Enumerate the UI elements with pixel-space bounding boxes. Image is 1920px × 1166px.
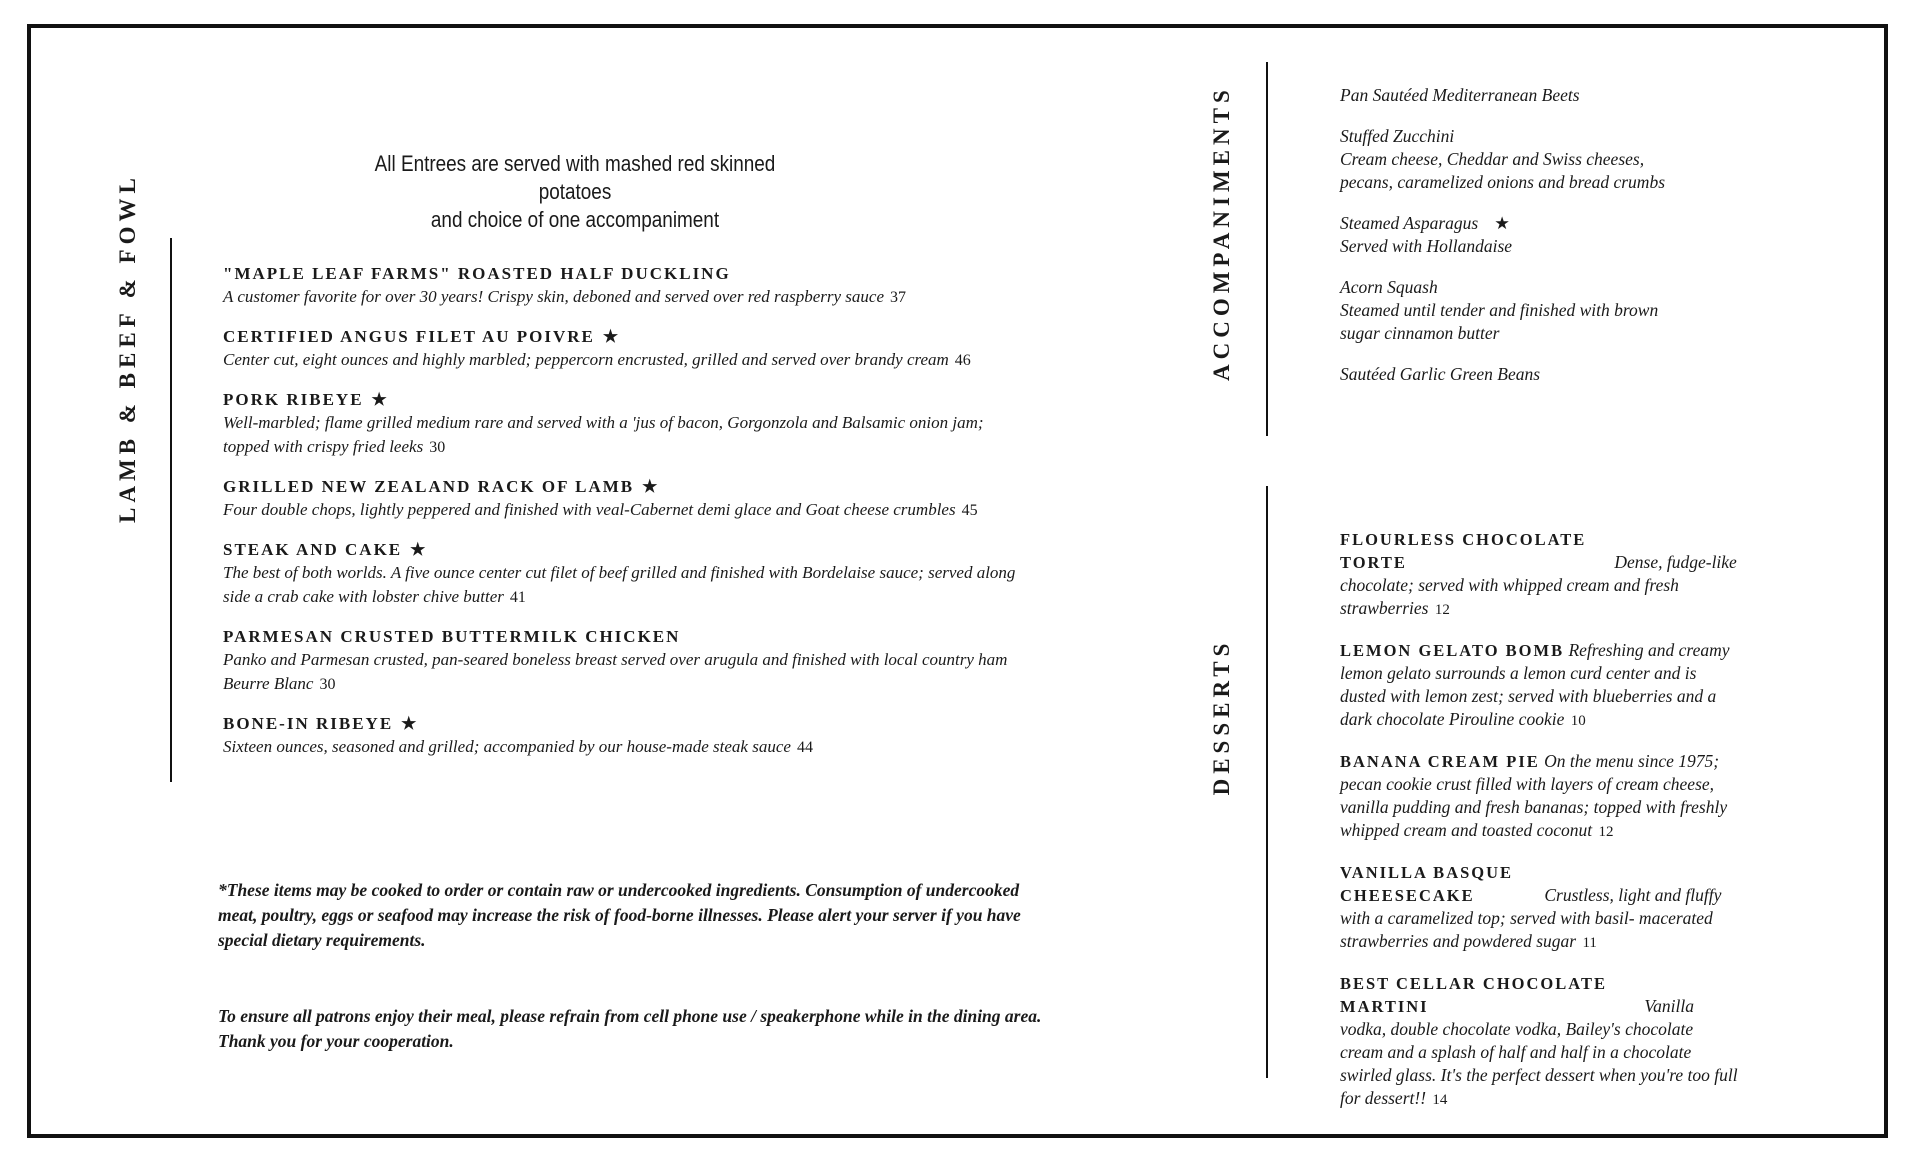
entree-price: 30 [429,439,446,456]
entree-item [223,626,1023,697]
section-label-desserts: DESSERTS [1209,638,1234,796]
section-divider-desserts [1266,486,1268,1078]
accompaniment-name: Pan Sautéed Mediterranean Beets [1340,85,1580,105]
accompaniment-name-row [1340,212,1720,235]
dessert-name: VANILLA BASQUE CHEESECAKE [1340,863,1514,905]
section-divider-entrees [170,238,172,782]
entree-description: Four double chops, lightly peppered and finished with veal-Cabernet demi glace and Goat cheese crumbles [223,500,956,519]
dessert-name: FLOURLESS CHOCOLATE TORTE [1340,530,1587,572]
entree-description: Center cut, eight ounces and highly marbled; peppercorn encrusted, grilled and served over brandy cream [223,350,949,369]
accompaniment-item [1340,84,1720,107]
accompaniment-name: Sautéed Garlic Green Beans [1340,364,1541,384]
entree-price: 45 [961,502,978,519]
dessert-item [1340,750,1740,844]
entree-item [223,326,1023,373]
entree-name-row [223,476,1023,498]
entree-name: PARMESAN CRUSTED BUTTERMILK CHICKEN [223,627,681,646]
section-label-lamb-beef-fowl: LAMB & BEEF & FOWL [115,173,140,523]
entree-description-row [223,498,1023,523]
entree-name: "MAPLE LEAF FARMS" ROASTED HALF DUCKLING [223,264,731,283]
entree-description-row [223,348,1023,373]
dessert-price: 11 [1582,935,1597,951]
dessert-item [1340,972,1740,1112]
entree-description: A customer favorite for over 30 years! Crispy skin, deboned and served over red raspberry sauce [223,287,884,306]
entree-item [223,713,1023,760]
entree-name: GRILLED NEW ZEALAND RACK OF LAMB [223,477,635,496]
dessert-name: BEST CELLAR CHOCOLATE MARTINI [1340,974,1607,1016]
intro-line-2: and choice of one accompaniment [430,207,720,232]
star-icon: ★ [371,390,387,409]
entree-description-row [223,735,1023,760]
section-divider-accompaniments [1266,62,1268,436]
accompaniment-name: Acorn Squash [1340,277,1438,297]
entree-name-row [223,263,1023,285]
dessert-description: On the menu since 1975; pecan cookie crust filled with layers of cream cheese, vanilla pudding and fresh bananas; topped with freshly whipped cream and toasted coconut [1340,751,1728,840]
star-icon: ★ [1494,213,1510,233]
dessert-item [1340,861,1740,955]
entree-intro [339,150,812,234]
star-icon: ★ [410,540,426,559]
dessert-item [1340,639,1740,733]
dessert-item [1340,528,1740,622]
entree-item [223,263,1023,310]
accompaniment-item [1340,212,1720,258]
accompaniment-name: Steamed Asparagus [1340,213,1479,233]
entree-price: 41 [509,589,526,606]
entree-description: Panko and Parmesan crusted, pan-seared boneless breast served over arugula and finished with local country ham Beurre Blanc [223,650,1008,693]
entree-list [223,263,1023,776]
intro-line-1: All Entrees are served with mashed red skinned potatoes [374,151,776,204]
dessert-name: LEMON GELATO BOMB [1340,641,1565,660]
entree-name-row [223,326,1023,348]
dessert-description: Crustless, light and fluffy with a caramelized top; served with basil- macerated strawberries and powdered sugar [1340,885,1722,951]
entree-price: 37 [889,289,906,306]
entree-description: Well-marbled; flame grilled medium rare and served with a 'jus of bacon, Gorgonzola and Balsamic onion jam; topped with crispy fried leeks [223,413,984,456]
entree-item [223,389,1023,460]
entree-name: PORK RIBEYE [223,390,364,409]
accompaniment-description: Cream cheese, Cheddar and Swiss cheeses, pecans, caramelized onions and bread crumbs [1340,149,1666,192]
section-label-accompaniments: ACCOMPANIMENTS [1209,85,1234,381]
dessert-price: 12 [1434,602,1450,618]
accompaniment-description: Steamed until tender and finished with brown sugar cinnamon butter [1340,300,1659,343]
entree-price: 46 [954,352,971,369]
entree-name: CERTIFIED ANGUS FILET AU POIVRE [223,327,595,346]
dessert-name: BANANA CREAM PIE [1340,752,1540,771]
dessert-list [1340,528,1740,1129]
accompaniment-name: Stuffed Zucchini [1340,126,1455,146]
entree-name-row [223,389,1023,411]
raw-food-warning: *These items may be cooked to order or contain raw or undercooked ingredients. Consumption of undercooked meat, poultry, eggs or seafood may increase the risk of food-borne illnesses. Please alert your server if you have special dietary requirements. [218,880,1021,950]
accompaniment-description: Served with Hollandaise [1340,236,1513,256]
accompaniment-list [1340,84,1720,404]
entree-description-row [223,285,1023,310]
entree-name-row [223,713,1023,735]
entree-description-row [223,411,1023,460]
entree-description-row [223,561,1023,610]
entree-description: The best of both worlds. A five ounce center cut filet of beef grilled and finished with Bordelaise sauce; served along side a crab cake with lobster chive butter [223,563,1016,606]
entree-name-row [223,626,1023,648]
phone-policy-note: To ensure all patrons enjoy their meal, please refrain from cell phone use / speakerphone while in the dining area. Thank you for your cooperation. [218,1006,1042,1051]
entree-name: BONE-IN RIBEYE [223,714,394,733]
dessert-price: 14 [1432,1092,1448,1108]
accompaniment-item [1340,125,1720,194]
entree-name: STEAK AND CAKE [223,540,403,559]
dessert-description: Refreshing and creamy lemon gelato surrounds a lemon curd center and is dusted with lemon zest; served with blueberries and a dark chocolate Pirouline cookie [1340,640,1730,729]
entree-description: Sixteen ounces, seasoned and grilled; accompanied by our house-made steak sauce [223,737,791,756]
entree-name-row [223,539,1023,561]
accompaniment-item [1340,363,1720,386]
dessert-description: Vanilla vodka, double chocolate vodka, Bailey's chocolate cream and a splash of half and half in a chocolate swirled glass. It's the perfect dessert when you're too full for dessert!! [1340,996,1738,1108]
star-icon: ★ [602,327,619,346]
dessert-price: 10 [1570,713,1586,729]
entree-description-row [223,648,1023,697]
entree-price: 44 [796,739,813,756]
star-icon: ★ [642,477,658,496]
entree-item [223,476,1023,523]
dessert-price: 12 [1598,824,1614,840]
entree-item [223,539,1023,610]
entree-price: 30 [319,676,336,693]
dessert-description: Dense, fudge-like chocolate; served with whipped cream and fresh strawberries [1340,552,1737,618]
accompaniment-item [1340,276,1720,345]
star-icon: ★ [401,714,417,733]
